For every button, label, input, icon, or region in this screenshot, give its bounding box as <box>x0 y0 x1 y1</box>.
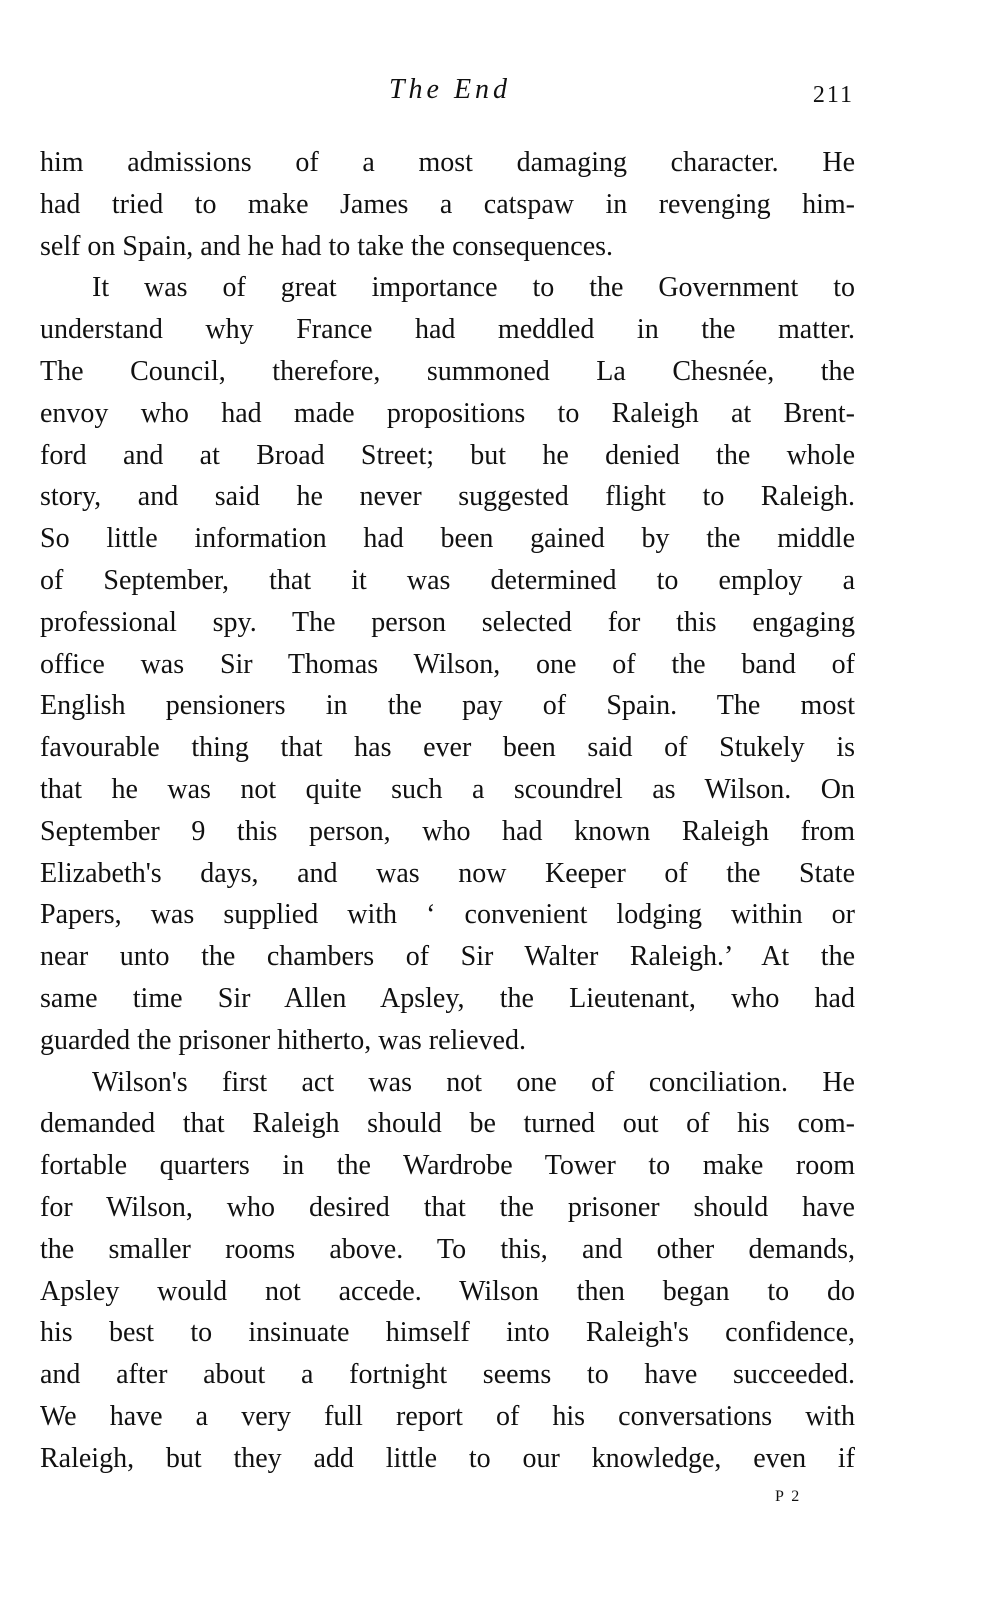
text-line: fortable quarters in the Wardrobe Tower to make room <box>40 1150 855 1182</box>
text-line: demanded that Raleigh should be turned out of his com- <box>40 1108 855 1140</box>
page-number: 211 <box>812 82 854 108</box>
text-line: his best to insinuate himself into Raleigh's confidence, <box>40 1317 855 1349</box>
text-line: favourable thing that has ever been said of Stukely is <box>40 732 855 764</box>
signature-mark: P 2 <box>775 1488 802 1505</box>
text-line: ford and at Broad Street; but he denied the whole <box>40 439 855 471</box>
running-title: The End <box>388 74 512 105</box>
text-line: that he was not quite such a scoundrel as Wilson. On <box>40 773 855 805</box>
text-line: of September, that it was determined to employ a <box>40 564 855 596</box>
text-line: story, and said he never suggested flight to Raleigh. <box>40 481 855 513</box>
text-line: Raleigh, but they add little to our knowledge, even if <box>40 1442 855 1474</box>
text-line: near unto the chambers of Sir Walter Raleigh.’ At the <box>40 941 855 973</box>
text-line: self on Spain, and he had to take the consequences. <box>40 230 614 262</box>
text-line: and after about a fortnight seems to have succeeded. <box>40 1359 855 1391</box>
text-line: the smaller rooms above. To this, and other demands, <box>40 1233 855 1265</box>
running-head <box>40 74 860 118</box>
text-line: The Council, therefore, summoned La Chesnée, the <box>40 355 855 387</box>
body-text <box>40 142 855 1480</box>
text-line: same time Sir Allen Apsley, the Lieutenant, who had <box>40 982 855 1014</box>
text-line: We have a very full report of his conversations with <box>40 1400 855 1432</box>
text-line: had tried to make James a catspaw in revenging him- <box>40 188 855 220</box>
text-line: It was of great importance to the Government to <box>92 272 855 304</box>
text-line: Papers, was supplied with ‘ convenient lodging within or <box>40 899 855 931</box>
book-page <box>40 70 860 1550</box>
text-line: envoy who had made propositions to Raleigh at Brent- <box>40 397 855 429</box>
text-line: Wilson's first act was not one of conciliation. He <box>92 1066 855 1098</box>
text-line: Elizabeth's days, and was now Keeper of the State <box>40 857 855 889</box>
text-line: Apsley would not accede. Wilson then began to do <box>40 1275 855 1307</box>
text-line: office was Sir Thomas Wilson, one of the band of <box>40 648 855 680</box>
text-line: professional spy. The person selected for this engaging <box>40 606 855 638</box>
paragraph-2 <box>40 267 855 1061</box>
text-line: understand why France had meddled in the matter. <box>40 314 855 346</box>
text-line: So little information had been gained by the middle <box>40 523 855 555</box>
paragraph-3 <box>40 1062 855 1480</box>
text-line: guarded the prisoner hitherto, was relieved. <box>40 1024 526 1056</box>
text-line: for Wilson, who desired that the prisoner should have <box>40 1191 855 1223</box>
text-line: English pensioners in the pay of Spain. The most <box>40 690 855 722</box>
text-line: him admissions of a most damaging character. He <box>40 147 855 178</box>
text-line: September 9 this person, who had known Raleigh from <box>40 815 855 847</box>
paragraph-1 <box>40 142 855 267</box>
